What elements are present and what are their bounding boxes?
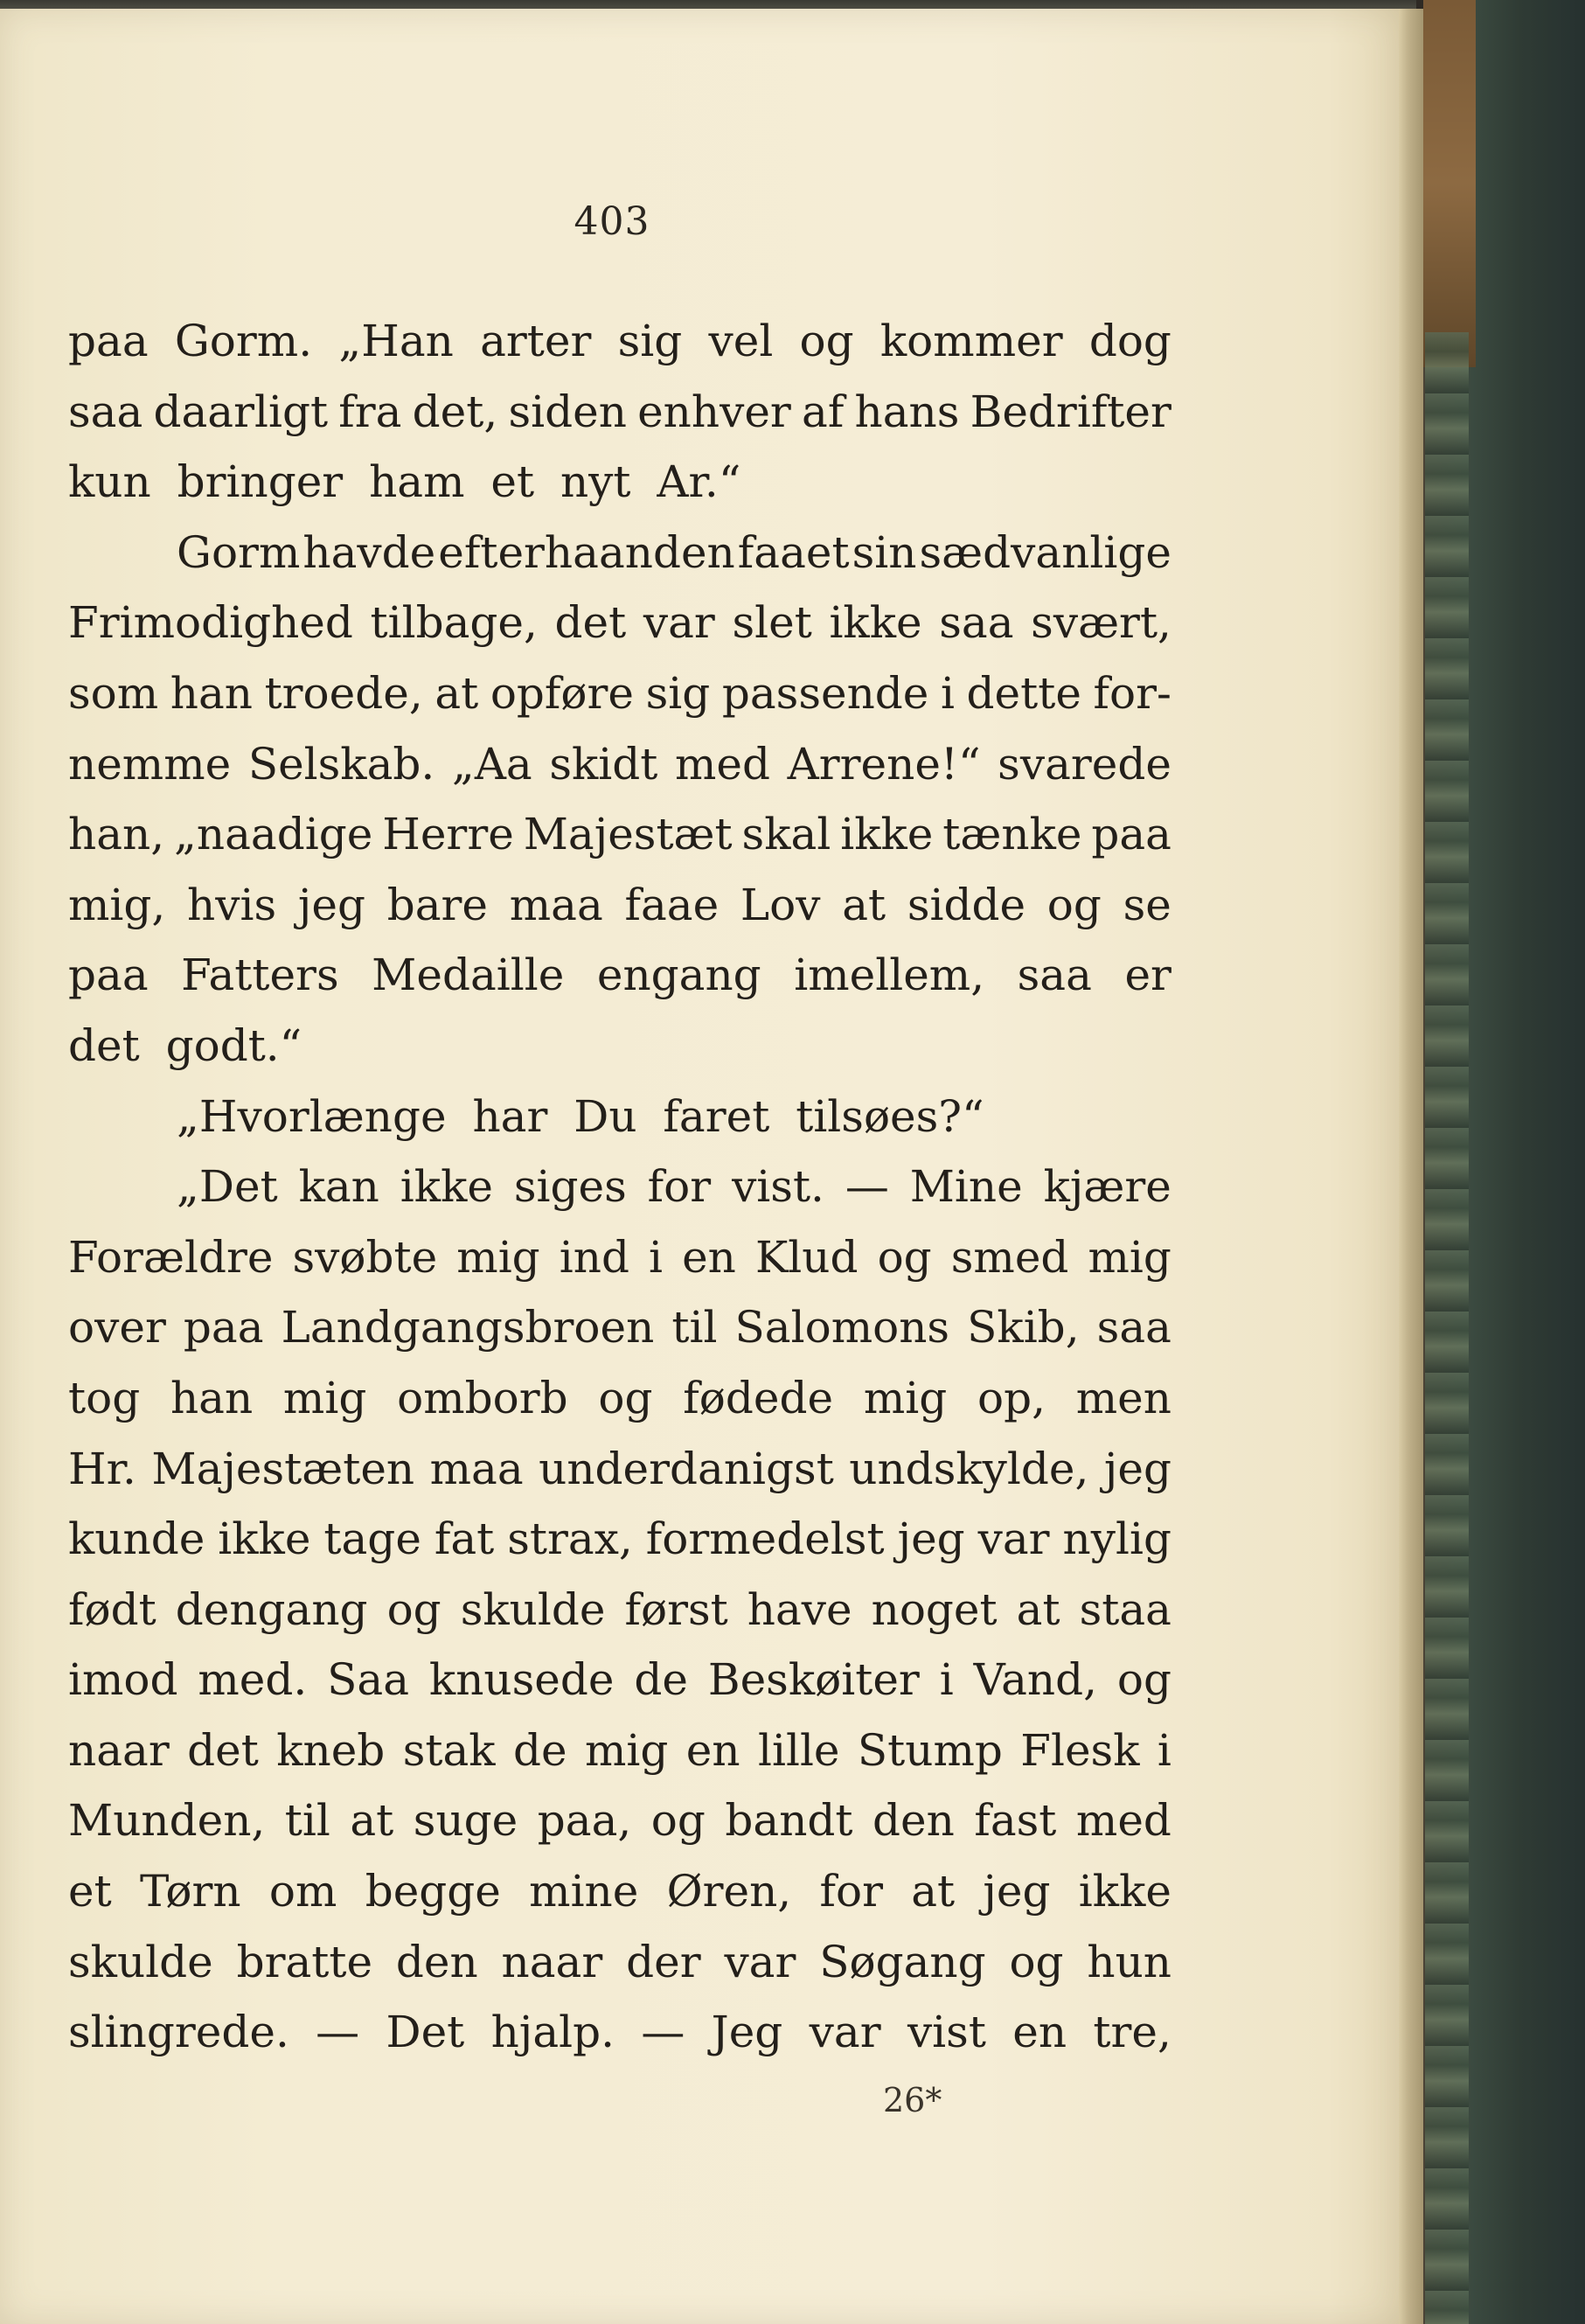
body-text (68, 306, 1171, 2068)
text-line: naar det kneb stak de mig en lille Stump Flesk i (68, 1724, 1171, 1776)
text-line: som han troede, at opføre sig passende i dette for- (68, 667, 1171, 719)
text-line: imod med. Saa knusede de Beskøiter i Vand, og (68, 1654, 1171, 1706)
text-line: Munden, til at suge paa, og bandt den fast med (68, 1795, 1171, 1847)
signature-mark: 26* (883, 2081, 942, 2119)
page-fore-edge (1399, 9, 1423, 2324)
text-line: Frimodighed tilbage, det var slet ikke saa svært, (68, 597, 1171, 649)
page-number: 403 (574, 199, 650, 244)
text-line: skulde bratte den naar der var Søgang og hun (68, 1936, 1171, 1987)
text-line: tog han mig omborb og fødede mig op, men (68, 1372, 1171, 1423)
binding-leather-spine (1423, 0, 1476, 367)
text-line: mig, hvis jeg bare maa faae Lov at sidde og se (68, 879, 1171, 930)
text-line: „Hvorlænge har Du faret tilsøes?“ (177, 1090, 984, 1142)
text-line: paa Fatters Medaille engang imellem, saa er (68, 950, 1171, 1001)
binding-marbled-board (1425, 332, 1469, 2324)
text-line: „Det kan ikke siges for vist. — Mine kjære (177, 1161, 1171, 1213)
text-line: slingrede. — Det hjalp. — Jeg var vist en tre, (68, 2007, 1171, 2058)
text-line: kunde ikke tage fat strax, formedelst jeg var nylig (68, 1513, 1171, 1565)
text-line: saa daarligt fra det, siden enhver af hans Bedrifter (68, 386, 1171, 437)
text-line: kun bringer ham et nyt Ar.“ (68, 456, 741, 508)
text-line: over paa Landgangsbroen til Salomons Skib, saa (68, 1302, 1171, 1353)
text-line: et Tørn om begge mine Øren, for at jeg ikke (68, 1866, 1171, 1917)
text-line: nemme Selskab. „Aa skidt med Arrene!“ svarede (68, 738, 1171, 790)
text-line: Forældre svøbte mig ind i en Klud og smed mig (68, 1231, 1171, 1283)
text-line: det godt.“ (68, 1019, 302, 1071)
text-line: Gorm havde efterhaanden faaet sin sædvanlige (177, 526, 1171, 578)
text-line: paa Gorm. „Han arter sig vel og kommer dog (68, 316, 1171, 366)
text-line: Hr. Majestæten maa underdanigst undskylde, jeg (68, 1443, 1171, 1494)
text-line: han, „naadige Herre Majestæt skal ikke tænke paa (68, 809, 1171, 860)
text-line: født dengang og skulde først have noget at staa (68, 1583, 1171, 1635)
